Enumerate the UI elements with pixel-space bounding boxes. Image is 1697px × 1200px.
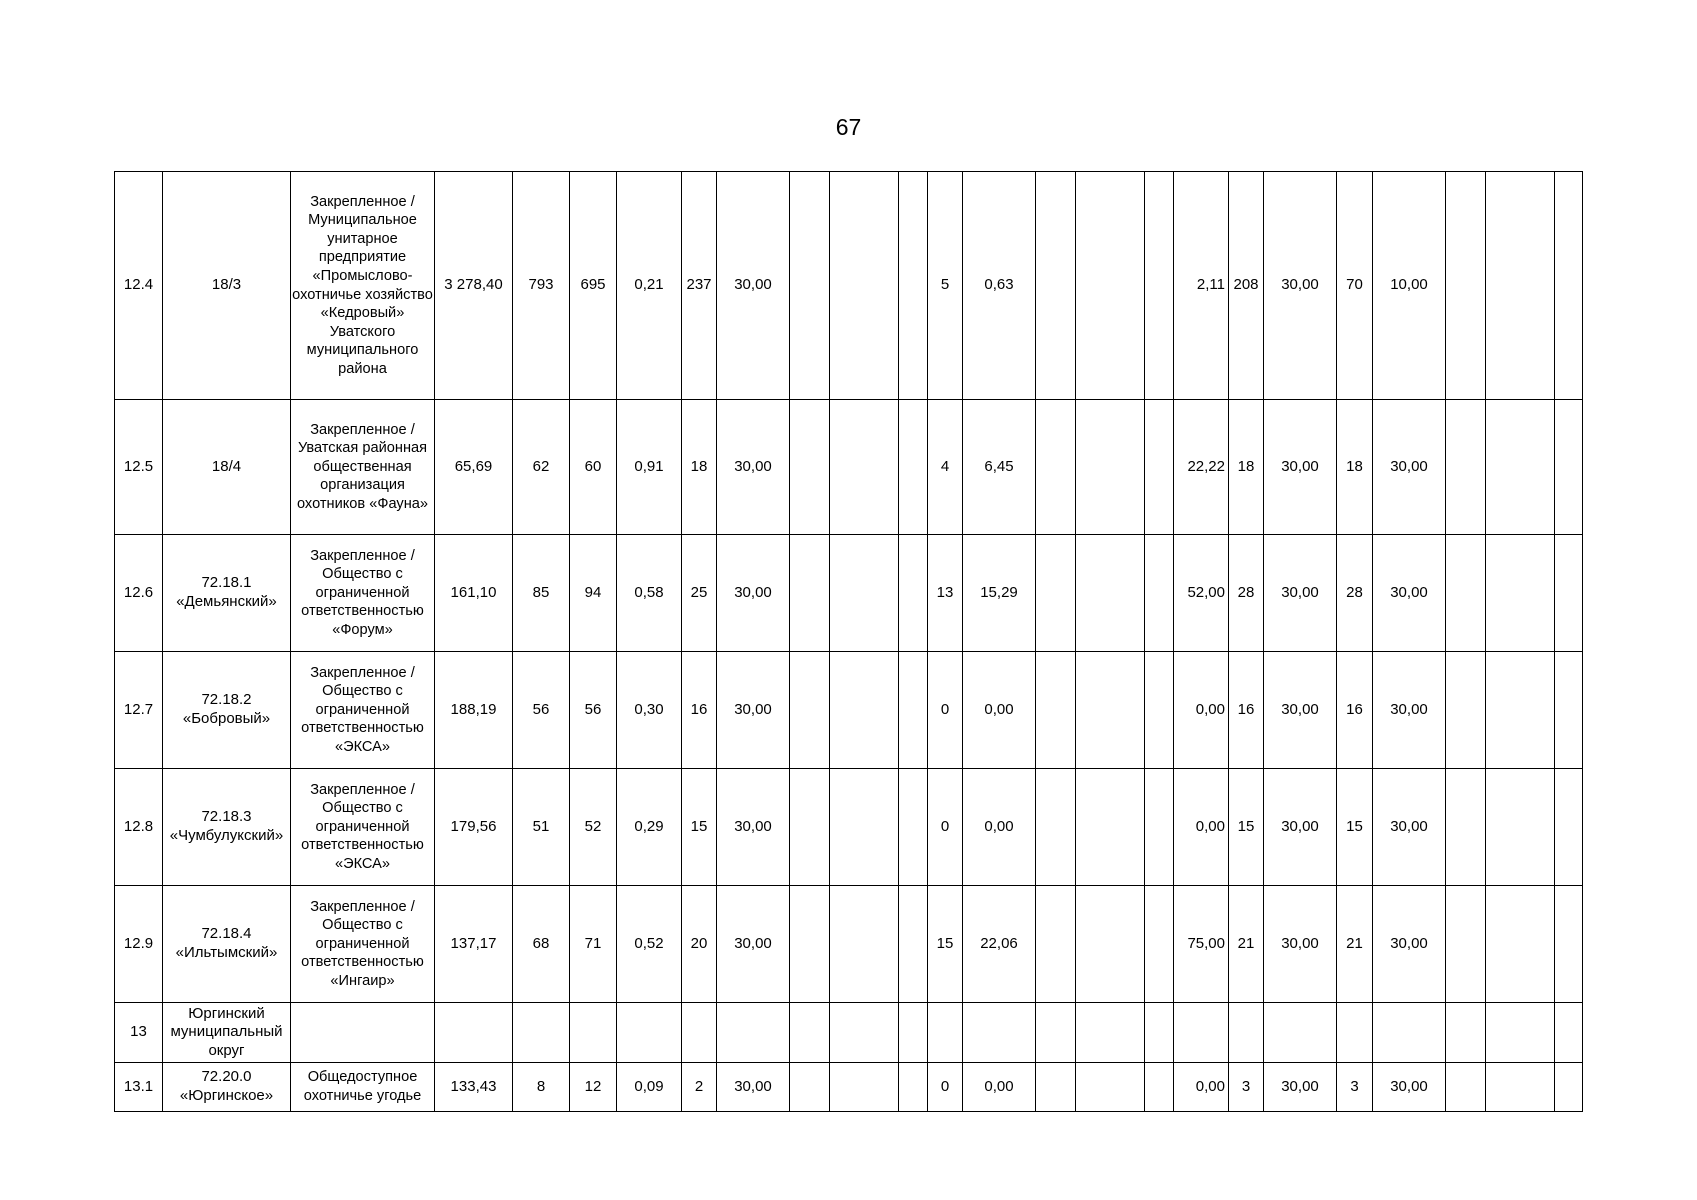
table-cell [1486,1063,1555,1112]
table-cell: 30,00 [717,535,790,652]
table-cell [830,172,899,400]
table-cell: 0,00 [963,652,1036,769]
table-cell [1486,535,1555,652]
table-cell: Закрепленное / Общество с ограниченной ответственностью «ЭКСА» [291,652,435,769]
table-cell [830,400,899,535]
table-cell: 30,00 [1264,1063,1337,1112]
table-cell: Юргинский муниципальный округ [163,1003,291,1063]
table-cell [790,652,830,769]
table-cell [899,1063,928,1112]
table-cell: 25 [682,535,717,652]
table-cell: 62 [513,400,570,535]
table-cell: 51 [513,769,570,886]
table-cell [1076,1063,1145,1112]
table-cell [1486,769,1555,886]
table-cell [790,400,830,535]
table-cell [1145,1003,1174,1063]
table-cell [1145,769,1174,886]
table-cell [1036,886,1076,1003]
table-cell: Закрепленное / Общество с ограниченной ответственностью «ЭКСА» [291,769,435,886]
table-cell [1076,769,1145,886]
table-cell: 60 [570,400,617,535]
table-cell [1373,1003,1446,1063]
table-row [115,172,1583,400]
table-cell [1486,652,1555,769]
table-cell [1036,1063,1076,1112]
table-cell: 30,00 [717,1063,790,1112]
table-cell [1446,886,1486,1003]
table-cell: 30,00 [1264,172,1337,400]
table-cell [1229,1003,1264,1063]
table-cell [830,886,899,1003]
table-cell: 18 [682,400,717,535]
table-cell: 21 [1337,886,1373,1003]
table-cell: 237 [682,172,717,400]
table-cell: 208 [1229,172,1264,400]
table-cell [928,1003,963,1063]
table-cell: 3 278,40 [435,172,513,400]
table-cell: Закрепленное / Общество с ограниченной ответственностью «Форум» [291,535,435,652]
table-cell [513,1003,570,1063]
table-cell [899,400,928,535]
table-cell [1036,535,1076,652]
table-cell [1036,400,1076,535]
table-cell [963,1003,1036,1063]
table-cell [291,1003,435,1063]
table-cell [830,1003,899,1063]
table-cell: 72.18.2 «Бобровый» [163,652,291,769]
table-cell [1076,400,1145,535]
table-cell: 72.20.0 «Юргинское» [163,1063,291,1112]
table-cell: 52,00 [1174,535,1229,652]
table-cell [1555,1063,1583,1112]
table-cell: 30,00 [1264,535,1337,652]
table-cell: 30,00 [1264,769,1337,886]
table-cell [1145,535,1174,652]
table-cell [1264,1003,1337,1063]
table-cell: 10,00 [1373,172,1446,400]
table-cell [1555,172,1583,400]
table-cell: 18 [1229,400,1264,535]
table-cell: 72.18.4 «Ильтымский» [163,886,291,1003]
table-cell: 21 [1229,886,1264,1003]
table-cell: 3 [1229,1063,1264,1112]
table-cell: 3 [1337,1063,1373,1112]
table-cell: 0,00 [963,1063,1036,1112]
table-cell [1076,652,1145,769]
table-cell: 72.18.3 «Чумбулукский» [163,769,291,886]
table-cell: 0,00 [1174,1063,1229,1112]
table-cell [1555,769,1583,886]
table-row [115,1063,1583,1112]
table-cell: 28 [1229,535,1264,652]
table-cell: 30,00 [717,400,790,535]
table-cell: 94 [570,535,617,652]
table-cell: 12.8 [115,769,163,886]
table-cell [1145,172,1174,400]
table-cell: 16 [1337,652,1373,769]
table-cell [1486,400,1555,535]
table-cell: 28 [1337,535,1373,652]
table-cell: 0,58 [617,535,682,652]
table-cell: 52 [570,769,617,886]
table-cell [830,1063,899,1112]
table-cell: Общедоступное охотничье угодье [291,1063,435,1112]
table-cell: Закрепленное / Уватская районная общественная организация охотников «Фауна» [291,400,435,535]
table-cell [790,769,830,886]
table-cell [1486,886,1555,1003]
table-cell [682,1003,717,1063]
table-cell: 137,17 [435,886,513,1003]
table-cell: 12.6 [115,535,163,652]
table-cell: 12.4 [115,172,163,400]
table-cell [1446,172,1486,400]
table-cell: 13.1 [115,1063,163,1112]
table-cell [570,1003,617,1063]
table-cell [790,535,830,652]
table-cell [1446,652,1486,769]
table-cell: Закрепленное / Муниципальное унитарное предприятие «Промыслово-охотничье хозяйство «Кедровый» Уватского муниципального района [291,172,435,400]
table-cell [1145,886,1174,1003]
table-row [115,1003,1583,1063]
table-cell [1036,1003,1076,1063]
table-cell: 4 [928,400,963,535]
table-cell: 0,63 [963,172,1036,400]
table-row [115,886,1583,1003]
table-cell [1486,1003,1555,1063]
table-cell: 0,52 [617,886,682,1003]
table-cell [830,535,899,652]
table-cell: 16 [1229,652,1264,769]
table-cell [435,1003,513,1063]
table-cell [1555,400,1583,535]
table-cell [1145,400,1174,535]
table-cell [1036,652,1076,769]
table-row [115,652,1583,769]
table-cell: 0,00 [1174,652,1229,769]
table-cell: 15,29 [963,535,1036,652]
table-row [115,535,1583,652]
table-row [115,400,1583,535]
table-cell: 56 [513,652,570,769]
table-cell [1446,1063,1486,1112]
table-cell: 0,91 [617,400,682,535]
table-cell: 22,06 [963,886,1036,1003]
table-cell: 0,09 [617,1063,682,1112]
table-cell [1076,1003,1145,1063]
table-cell [1076,172,1145,400]
table-cell: 30,00 [1373,400,1446,535]
table-cell [1555,535,1583,652]
table-cell: 85 [513,535,570,652]
table-cell [1076,886,1145,1003]
table-cell [1555,886,1583,1003]
table-cell: 65,69 [435,400,513,535]
table-cell: 30,00 [1373,886,1446,1003]
table-cell: 0 [928,652,963,769]
table-cell [790,1003,830,1063]
table-cell [899,172,928,400]
table-cell [1486,172,1555,400]
table-cell: 30,00 [1373,769,1446,886]
table-cell [899,535,928,652]
table-cell: 12.9 [115,886,163,1003]
table-cell [899,886,928,1003]
table-cell: 15 [682,769,717,886]
table-cell: 0 [928,769,963,886]
table-cell: 18/3 [163,172,291,400]
table-cell [790,886,830,1003]
table-cell [899,652,928,769]
table-cell [830,769,899,886]
table-cell [899,769,928,886]
table-cell: 13 [928,535,963,652]
table-cell: 161,10 [435,535,513,652]
table-cell [830,652,899,769]
table-cell: 15 [1337,769,1373,886]
table-cell [1076,535,1145,652]
table-cell: 30,00 [1264,652,1337,769]
table-cell: 68 [513,886,570,1003]
table-cell [1446,1003,1486,1063]
table-cell: 18/4 [163,400,291,535]
table-cell: 0,00 [1174,769,1229,886]
table-cell: 71 [570,886,617,1003]
table-cell [617,1003,682,1063]
table-cell: 16 [682,652,717,769]
page-number: 67 [835,114,862,140]
table-cell [1555,652,1583,769]
table-cell [1036,172,1076,400]
table-cell: 12.5 [115,400,163,535]
table-cell [1555,1003,1583,1063]
table-cell: 0,00 [963,769,1036,886]
table-cell: 56 [570,652,617,769]
table-cell: 2 [682,1063,717,1112]
table-cell: 8 [513,1063,570,1112]
table-cell: 22,22 [1174,400,1229,535]
table-cell [899,1003,928,1063]
table-cell: 30,00 [717,769,790,886]
table-cell [790,172,830,400]
table-row [115,769,1583,886]
table-cell: 72.18.1 «Демьянский» [163,535,291,652]
table-cell: 30,00 [717,886,790,1003]
table-cell: Закрепленное / Общество с ограниченной ответственностью «Ингаир» [291,886,435,1003]
table-cell [717,1003,790,1063]
table-cell: 30,00 [717,172,790,400]
table-cell: 30,00 [717,652,790,769]
table-cell: 70 [1337,172,1373,400]
table-cell: 0,30 [617,652,682,769]
table-cell [1145,1063,1174,1112]
table-cell [790,1063,830,1112]
table-cell [1337,1003,1373,1063]
table-cell: 15 [1229,769,1264,886]
table-cell: 12.7 [115,652,163,769]
table-cell: 0,29 [617,769,682,886]
table-cell: 30,00 [1373,535,1446,652]
table-cell: 6,45 [963,400,1036,535]
table-cell [1036,769,1076,886]
table-cell: 2,11 [1174,172,1229,400]
table-cell: 188,19 [435,652,513,769]
table-cell: 5 [928,172,963,400]
table-cell: 179,56 [435,769,513,886]
data-table [114,171,1583,1112]
table-cell: 133,43 [435,1063,513,1112]
table-cell: 20 [682,886,717,1003]
table-cell: 13 [115,1003,163,1063]
table-cell [1174,1003,1229,1063]
table-cell: 15 [928,886,963,1003]
table-cell: 0,21 [617,172,682,400]
table-cell [1446,535,1486,652]
table-cell: 18 [1337,400,1373,535]
table-cell: 793 [513,172,570,400]
table-cell: 12 [570,1063,617,1112]
table-cell: 30,00 [1373,652,1446,769]
table-cell [1446,769,1486,886]
table-cell: 695 [570,172,617,400]
table-cell: 30,00 [1373,1063,1446,1112]
table-cell: 0 [928,1063,963,1112]
table-cell: 75,00 [1174,886,1229,1003]
table-cell [1145,652,1174,769]
table-cell: 30,00 [1264,400,1337,535]
table-cell [1446,400,1486,535]
table-cell: 30,00 [1264,886,1337,1003]
